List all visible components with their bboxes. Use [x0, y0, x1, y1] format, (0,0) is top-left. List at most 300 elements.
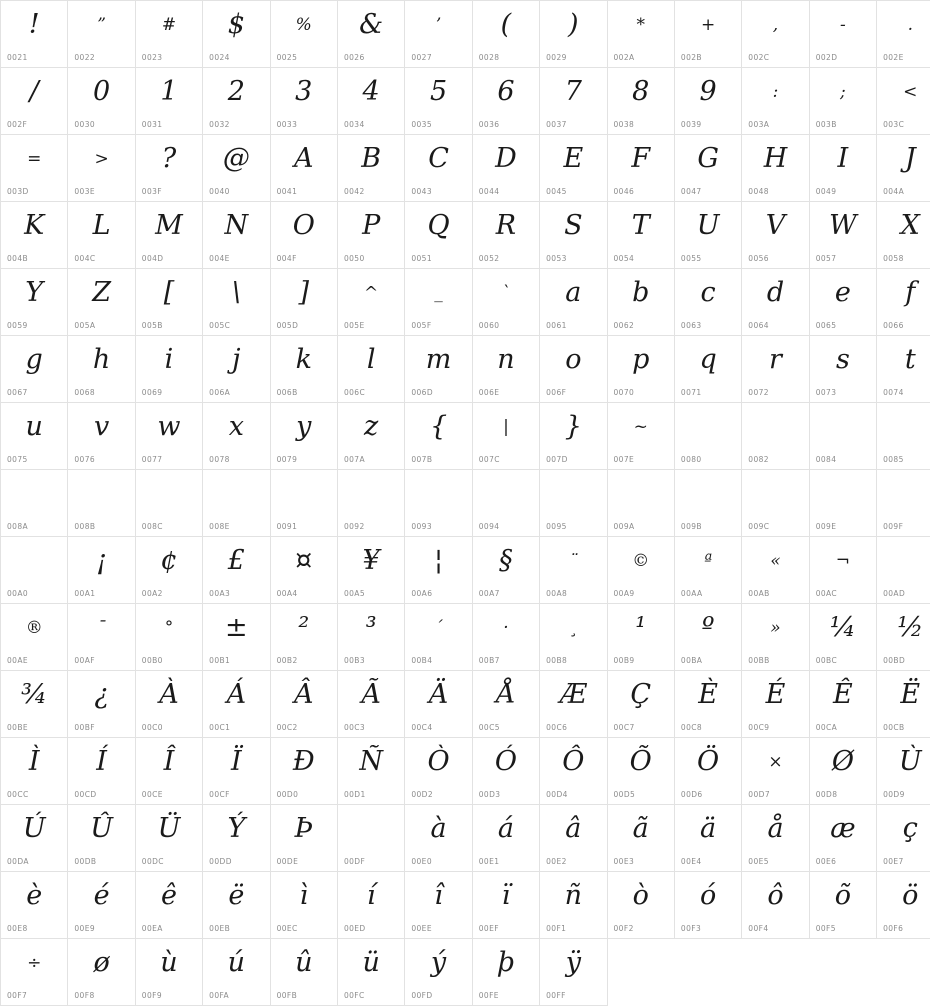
glyph-cell[interactable]	[607, 1, 674, 68]
glyph-preview: -	[810, 5, 876, 45]
glyph-codepoint: 0085	[883, 455, 904, 464]
glyph-codepoint: 0056	[748, 254, 769, 263]
glyph-cell[interactable]	[540, 805, 607, 872]
glyph-cell[interactable]	[135, 336, 202, 403]
glyph-cell[interactable]	[540, 135, 607, 202]
glyph-codepoint: 007E	[614, 455, 635, 464]
glyph-cell[interactable]	[674, 470, 741, 537]
glyph-cell[interactable]	[472, 671, 539, 738]
glyph-cell-inner	[877, 1, 930, 67]
glyph-cell[interactable]	[742, 1, 809, 68]
glyph-cell[interactable]	[1, 68, 68, 135]
glyph-cell[interactable]	[68, 805, 135, 872]
glyph-cell[interactable]	[135, 939, 202, 1006]
glyph-cell-inner	[742, 135, 808, 201]
glyph-cell[interactable]	[607, 872, 674, 939]
glyph-cell[interactable]	[405, 269, 472, 336]
glyph-preview: 8	[608, 72, 674, 112]
glyph-cell[interactable]	[270, 135, 337, 202]
glyph-cell[interactable]	[337, 805, 404, 872]
glyph-cell[interactable]	[742, 872, 809, 939]
glyph-cell[interactable]	[877, 403, 930, 470]
glyph-cell[interactable]	[405, 202, 472, 269]
glyph-codepoint: 00CB	[883, 723, 905, 732]
glyph-cell[interactable]	[607, 202, 674, 269]
glyph-codepoint: 002E	[883, 53, 904, 62]
glyph-cell[interactable]	[337, 537, 404, 604]
glyph-cell[interactable]	[270, 738, 337, 805]
glyph-codepoint: 00D8	[816, 790, 838, 799]
glyph-cell-inner	[877, 336, 930, 402]
glyph-cell[interactable]	[540, 872, 607, 939]
glyph-cell[interactable]	[203, 872, 270, 939]
glyph-cell[interactable]	[337, 470, 404, 537]
glyph-codepoint: 00AF	[74, 656, 95, 665]
glyph-cell[interactable]	[742, 537, 809, 604]
glyph-cell[interactable]	[1, 939, 68, 1006]
glyph-cell[interactable]	[877, 537, 930, 604]
glyph-cell[interactable]	[472, 738, 539, 805]
glyph-cell[interactable]	[472, 336, 539, 403]
glyph-cell[interactable]	[135, 1, 202, 68]
glyph-preview: Ï	[203, 742, 269, 782]
glyph-cell[interactable]	[270, 805, 337, 872]
glyph-cell[interactable]	[540, 939, 607, 1006]
glyph-cell[interactable]	[877, 805, 930, 872]
glyph-cell[interactable]	[674, 403, 741, 470]
glyph-cell[interactable]	[607, 403, 674, 470]
glyph-codepoint: 00A4	[277, 589, 298, 598]
glyph-cell[interactable]	[337, 738, 404, 805]
glyph-cell[interactable]	[270, 403, 337, 470]
glyph-cell[interactable]	[203, 604, 270, 671]
glyph-cell[interactable]	[337, 202, 404, 269]
glyph-cell[interactable]	[135, 805, 202, 872]
glyph-cell-inner	[1, 738, 67, 804]
glyph-preview: ²	[271, 608, 337, 648]
glyph-cell[interactable]	[68, 68, 135, 135]
glyph-cell[interactable]	[68, 939, 135, 1006]
glyph-codepoint: 00B1	[209, 656, 230, 665]
glyph-preview: V	[742, 206, 808, 246]
glyph-cell[interactable]	[405, 336, 472, 403]
glyph-cell[interactable]	[472, 1, 539, 68]
glyph-cell[interactable]	[68, 470, 135, 537]
glyph-cell[interactable]	[742, 202, 809, 269]
glyph-codepoint: 0053	[546, 254, 567, 263]
glyph-cell[interactable]	[270, 269, 337, 336]
glyph-cell[interactable]	[540, 738, 607, 805]
glyph-cell[interactable]	[607, 336, 674, 403]
glyph-cell[interactable]	[68, 604, 135, 671]
glyph-cell[interactable]	[270, 202, 337, 269]
glyph-preview: §	[473, 541, 539, 581]
glyph-cell[interactable]	[472, 403, 539, 470]
glyph-cell[interactable]	[405, 872, 472, 939]
glyph-cell[interactable]	[877, 1, 930, 68]
glyph-cell[interactable]	[135, 135, 202, 202]
glyph-cell[interactable]	[607, 135, 674, 202]
glyph-cell[interactable]	[203, 537, 270, 604]
glyph-cell-inner	[271, 537, 337, 603]
glyph-cell-inner	[608, 671, 674, 737]
glyph-cell[interactable]	[405, 671, 472, 738]
glyph-cell[interactable]	[203, 336, 270, 403]
glyph-cell[interactable]	[674, 604, 741, 671]
glyph-preview: 1	[136, 72, 202, 112]
glyph-preview: ¨	[540, 541, 606, 581]
glyph-codepoint: 0092	[344, 522, 365, 531]
glyph-cell[interactable]	[1, 738, 68, 805]
glyph-cell[interactable]	[135, 738, 202, 805]
glyph-cell-inner	[68, 671, 134, 737]
glyph-cell[interactable]	[337, 68, 404, 135]
glyph-preview: ^	[338, 273, 404, 313]
glyph-cell[interactable]	[742, 336, 809, 403]
glyph-cell[interactable]	[540, 336, 607, 403]
glyph-preview: \	[203, 273, 269, 313]
glyph-cell[interactable]	[809, 537, 876, 604]
glyph-cell[interactable]	[674, 738, 741, 805]
glyph-cell-inner	[540, 202, 606, 268]
glyph-cell[interactable]	[270, 470, 337, 537]
glyph-cell[interactable]	[674, 805, 741, 872]
glyph-preview	[540, 474, 606, 514]
glyph-cell-inner	[203, 1, 269, 67]
glyph-cell[interactable]	[203, 68, 270, 135]
glyph-codepoint: 00E2	[546, 857, 567, 866]
glyph-cell-inner	[473, 403, 539, 469]
glyph-cell[interactable]	[809, 738, 876, 805]
glyph-codepoint: 0047	[681, 187, 702, 196]
glyph-cell[interactable]	[405, 470, 472, 537]
glyph-cell[interactable]	[337, 1, 404, 68]
glyph-preview: +	[675, 5, 741, 45]
glyph-cell[interactable]	[742, 604, 809, 671]
glyph-preview: Ñ	[338, 742, 404, 782]
glyph-cell[interactable]	[68, 738, 135, 805]
glyph-preview: ü	[338, 943, 404, 983]
glyph-cell[interactable]	[607, 738, 674, 805]
glyph-cell[interactable]	[674, 269, 741, 336]
glyph-codepoint: 00B9	[614, 656, 635, 665]
glyph-cell[interactable]	[607, 604, 674, 671]
glyph-preview: ó	[675, 876, 741, 916]
glyph-codepoint: 0078	[209, 455, 230, 464]
glyph-preview: Ö	[675, 742, 741, 782]
glyph-cell[interactable]	[1, 805, 68, 872]
glyph-cell[interactable]	[135, 872, 202, 939]
glyph-cell[interactable]	[270, 671, 337, 738]
glyph-codepoint: 002F	[7, 120, 27, 129]
glyph-cell[interactable]	[809, 671, 876, 738]
glyph-cell[interactable]	[337, 671, 404, 738]
glyph-cell[interactable]	[809, 805, 876, 872]
glyph-codepoint: 00E0	[411, 857, 432, 866]
glyph-cell[interactable]	[135, 470, 202, 537]
glyph-cell-inner	[68, 872, 134, 938]
glyph-cell[interactable]	[68, 336, 135, 403]
glyph-cell[interactable]	[1, 604, 68, 671]
glyph-preview: 4	[338, 72, 404, 112]
glyph-cell[interactable]	[877, 470, 930, 537]
glyph-codepoint: 002B	[681, 53, 702, 62]
glyph-cell[interactable]	[135, 537, 202, 604]
glyph-cell[interactable]	[540, 604, 607, 671]
glyph-codepoint: 009C	[748, 522, 769, 531]
glyph-codepoint: 0066	[883, 321, 904, 330]
glyph-codepoint: 007C	[479, 455, 500, 464]
glyph-cell-inner	[136, 1, 202, 67]
glyph-preview: ]	[271, 273, 337, 313]
glyph-cell[interactable]	[809, 269, 876, 336]
glyph-cell[interactable]	[607, 537, 674, 604]
glyph-cell[interactable]	[742, 68, 809, 135]
glyph-cell[interactable]	[203, 202, 270, 269]
glyph-cell[interactable]	[472, 805, 539, 872]
glyph-cell[interactable]	[809, 872, 876, 939]
glyph-cell[interactable]	[742, 135, 809, 202]
glyph-cell[interactable]	[135, 604, 202, 671]
glyph-cell[interactable]	[877, 738, 930, 805]
glyph-cell-inner	[405, 403, 471, 469]
glyph-cell[interactable]	[472, 470, 539, 537]
glyph-codepoint: 00C9	[748, 723, 769, 732]
glyph-codepoint: 006D	[411, 388, 433, 397]
glyph-preview: ¿	[68, 675, 134, 715]
glyph-cell[interactable]	[135, 671, 202, 738]
glyph-cell[interactable]	[540, 537, 607, 604]
glyph-cell[interactable]	[405, 805, 472, 872]
glyph-cell[interactable]	[1, 1, 68, 68]
glyph-cell[interactable]	[405, 68, 472, 135]
glyph-cell-inner	[1, 403, 67, 469]
glyph-cell[interactable]	[337, 604, 404, 671]
glyph-cell[interactable]	[337, 135, 404, 202]
glyph-cell[interactable]	[135, 202, 202, 269]
glyph-cell[interactable]	[135, 68, 202, 135]
glyph-cell[interactable]	[809, 403, 876, 470]
glyph-preview: _	[405, 273, 471, 313]
glyph-cell[interactable]	[337, 872, 404, 939]
glyph-codepoint: 00C0	[142, 723, 163, 732]
glyph-cell[interactable]	[472, 604, 539, 671]
glyph-preview: ¹	[608, 608, 674, 648]
glyph-cell[interactable]	[135, 403, 202, 470]
glyph-cell[interactable]	[877, 202, 930, 269]
glyph-cell-inner	[473, 738, 539, 804]
glyph-cell[interactable]	[674, 68, 741, 135]
glyph-codepoint: 0040	[209, 187, 230, 196]
glyph-cell[interactable]	[1, 403, 68, 470]
glyph-cell[interactable]	[203, 135, 270, 202]
glyph-cell[interactable]	[203, 671, 270, 738]
glyph-cell[interactable]	[809, 470, 876, 537]
glyph-cell[interactable]	[68, 135, 135, 202]
glyph-cell[interactable]	[472, 68, 539, 135]
glyph-cell[interactable]	[540, 68, 607, 135]
glyph-cell[interactable]	[877, 671, 930, 738]
glyph-codepoint: 0071	[681, 388, 702, 397]
glyph-cell[interactable]	[68, 671, 135, 738]
glyph-cell[interactable]	[1, 872, 68, 939]
glyph-cell[interactable]	[337, 939, 404, 1006]
glyph-row	[1, 604, 930, 671]
glyph-codepoint: 00EC	[277, 924, 298, 933]
glyph-cell[interactable]	[674, 1, 741, 68]
glyph-cell[interactable]	[270, 872, 337, 939]
glyph-cell[interactable]	[203, 403, 270, 470]
glyph-cell[interactable]	[877, 135, 930, 202]
glyph-cell-inner	[405, 269, 471, 335]
glyph-cell[interactable]	[1, 336, 68, 403]
glyph-cell[interactable]	[877, 872, 930, 939]
glyph-codepoint: 009B	[681, 522, 702, 531]
glyph-cell[interactable]	[607, 68, 674, 135]
glyph-cell[interactable]	[1, 202, 68, 269]
glyph-cell[interactable]	[607, 671, 674, 738]
glyph-cell[interactable]	[405, 738, 472, 805]
glyph-cell[interactable]	[68, 872, 135, 939]
glyph-cell[interactable]	[472, 537, 539, 604]
glyph-preview: Ù	[877, 742, 930, 782]
glyph-preview: c	[675, 273, 741, 313]
glyph-cell[interactable]	[1, 470, 68, 537]
glyph-cell[interactable]	[472, 872, 539, 939]
glyph-cell[interactable]	[270, 336, 337, 403]
glyph-preview: j	[203, 340, 269, 380]
glyph-cell[interactable]	[337, 403, 404, 470]
glyph-cell[interactable]	[270, 68, 337, 135]
glyph-cell[interactable]	[877, 269, 930, 336]
glyph-cell[interactable]	[742, 738, 809, 805]
glyph-cell-inner	[675, 68, 741, 134]
glyph-cell-inner	[608, 738, 674, 804]
glyph-cell[interactable]	[1, 135, 68, 202]
glyph-cell[interactable]	[540, 1, 607, 68]
glyph-codepoint: 0027	[411, 53, 432, 62]
glyph-preview: ~	[608, 407, 674, 447]
glyph-codepoint: 00B3	[344, 656, 365, 665]
glyph-cell[interactable]	[674, 135, 741, 202]
glyph-cell[interactable]	[877, 604, 930, 671]
glyph-cell[interactable]	[1, 671, 68, 738]
glyph-cell[interactable]	[68, 537, 135, 604]
glyph-cell[interactable]	[674, 202, 741, 269]
glyph-cell[interactable]	[68, 269, 135, 336]
glyph-cell[interactable]	[877, 336, 930, 403]
glyph-cell[interactable]	[68, 1, 135, 68]
glyph-cell[interactable]	[68, 202, 135, 269]
glyph-cell[interactable]	[1, 537, 68, 604]
glyph-cell[interactable]	[540, 202, 607, 269]
glyph-cell[interactable]	[405, 537, 472, 604]
glyph-cell[interactable]	[742, 403, 809, 470]
glyph-codepoint: 004B	[7, 254, 28, 263]
glyph-cell[interactable]	[203, 805, 270, 872]
glyph-cell[interactable]	[203, 738, 270, 805]
glyph-cell[interactable]	[540, 403, 607, 470]
glyph-cell[interactable]	[203, 939, 270, 1006]
glyph-cell[interactable]	[270, 537, 337, 604]
glyph-cell[interactable]	[270, 604, 337, 671]
glyph-preview: 2	[203, 72, 269, 112]
glyph-codepoint: 00EB	[209, 924, 230, 933]
glyph-cell[interactable]	[674, 537, 741, 604]
glyph-cell[interactable]	[742, 805, 809, 872]
glyph-cell[interactable]	[203, 1, 270, 68]
glyph-cell[interactable]	[68, 403, 135, 470]
glyph-cell[interactable]	[203, 470, 270, 537]
glyph-codepoint: 00A9	[614, 589, 635, 598]
glyph-codepoint: 0077	[142, 455, 163, 464]
glyph-cell[interactable]	[337, 269, 404, 336]
glyph-codepoint: 0075	[7, 455, 28, 464]
glyph-cell-inner	[203, 537, 269, 603]
glyph-codepoint: 00DB	[74, 857, 96, 866]
glyph-cell[interactable]	[742, 269, 809, 336]
glyph-cell[interactable]	[337, 336, 404, 403]
glyph-codepoint: 00C8	[681, 723, 702, 732]
glyph-cell[interactable]	[405, 403, 472, 470]
glyph-cell-inner	[136, 738, 202, 804]
glyph-cell[interactable]	[405, 939, 472, 1006]
glyph-cell[interactable]	[472, 939, 539, 1006]
glyph-preview: Æ	[540, 675, 606, 715]
glyph-cell[interactable]	[540, 671, 607, 738]
glyph-cell[interactable]	[540, 269, 607, 336]
glyph-cell[interactable]	[607, 805, 674, 872]
glyph-preview: Õ	[608, 742, 674, 782]
glyph-cell[interactable]	[607, 470, 674, 537]
glyph-cell[interactable]	[809, 336, 876, 403]
glyph-cell[interactable]	[135, 269, 202, 336]
glyph-cell[interactable]	[674, 336, 741, 403]
glyph-cell[interactable]	[472, 269, 539, 336]
glyph-cell[interactable]	[809, 135, 876, 202]
glyph-cell-inner	[540, 939, 606, 1005]
glyph-cell[interactable]	[472, 202, 539, 269]
glyph-cell[interactable]	[877, 68, 930, 135]
glyph-cell[interactable]	[809, 604, 876, 671]
glyph-cell[interactable]	[742, 671, 809, 738]
glyph-cell[interactable]	[203, 269, 270, 336]
glyph-preview: À	[136, 675, 202, 715]
glyph-cell[interactable]	[809, 202, 876, 269]
glyph-codepoint: 00AD	[883, 589, 905, 598]
glyph-cell-inner	[405, 1, 471, 67]
glyph-preview: w	[136, 407, 202, 447]
glyph-cell[interactable]	[472, 135, 539, 202]
glyph-cell-inner	[810, 872, 876, 938]
glyph-cell[interactable]	[809, 1, 876, 68]
glyph-cell[interactable]	[540, 470, 607, 537]
glyph-cell[interactable]	[674, 872, 741, 939]
glyph-cell[interactable]	[270, 939, 337, 1006]
glyph-cell-inner	[68, 1, 134, 67]
glyph-cell[interactable]	[809, 68, 876, 135]
glyph-preview: L	[68, 206, 134, 246]
glyph-cell[interactable]	[270, 1, 337, 68]
glyph-cell[interactable]	[405, 604, 472, 671]
glyph-cell[interactable]	[1, 269, 68, 336]
glyph-cell[interactable]	[607, 269, 674, 336]
glyph-cell[interactable]	[405, 135, 472, 202]
glyph-cell[interactable]	[674, 671, 741, 738]
glyph-cell[interactable]	[742, 470, 809, 537]
glyph-preview: ¾	[1, 675, 67, 715]
glyph-cell[interactable]	[405, 1, 472, 68]
